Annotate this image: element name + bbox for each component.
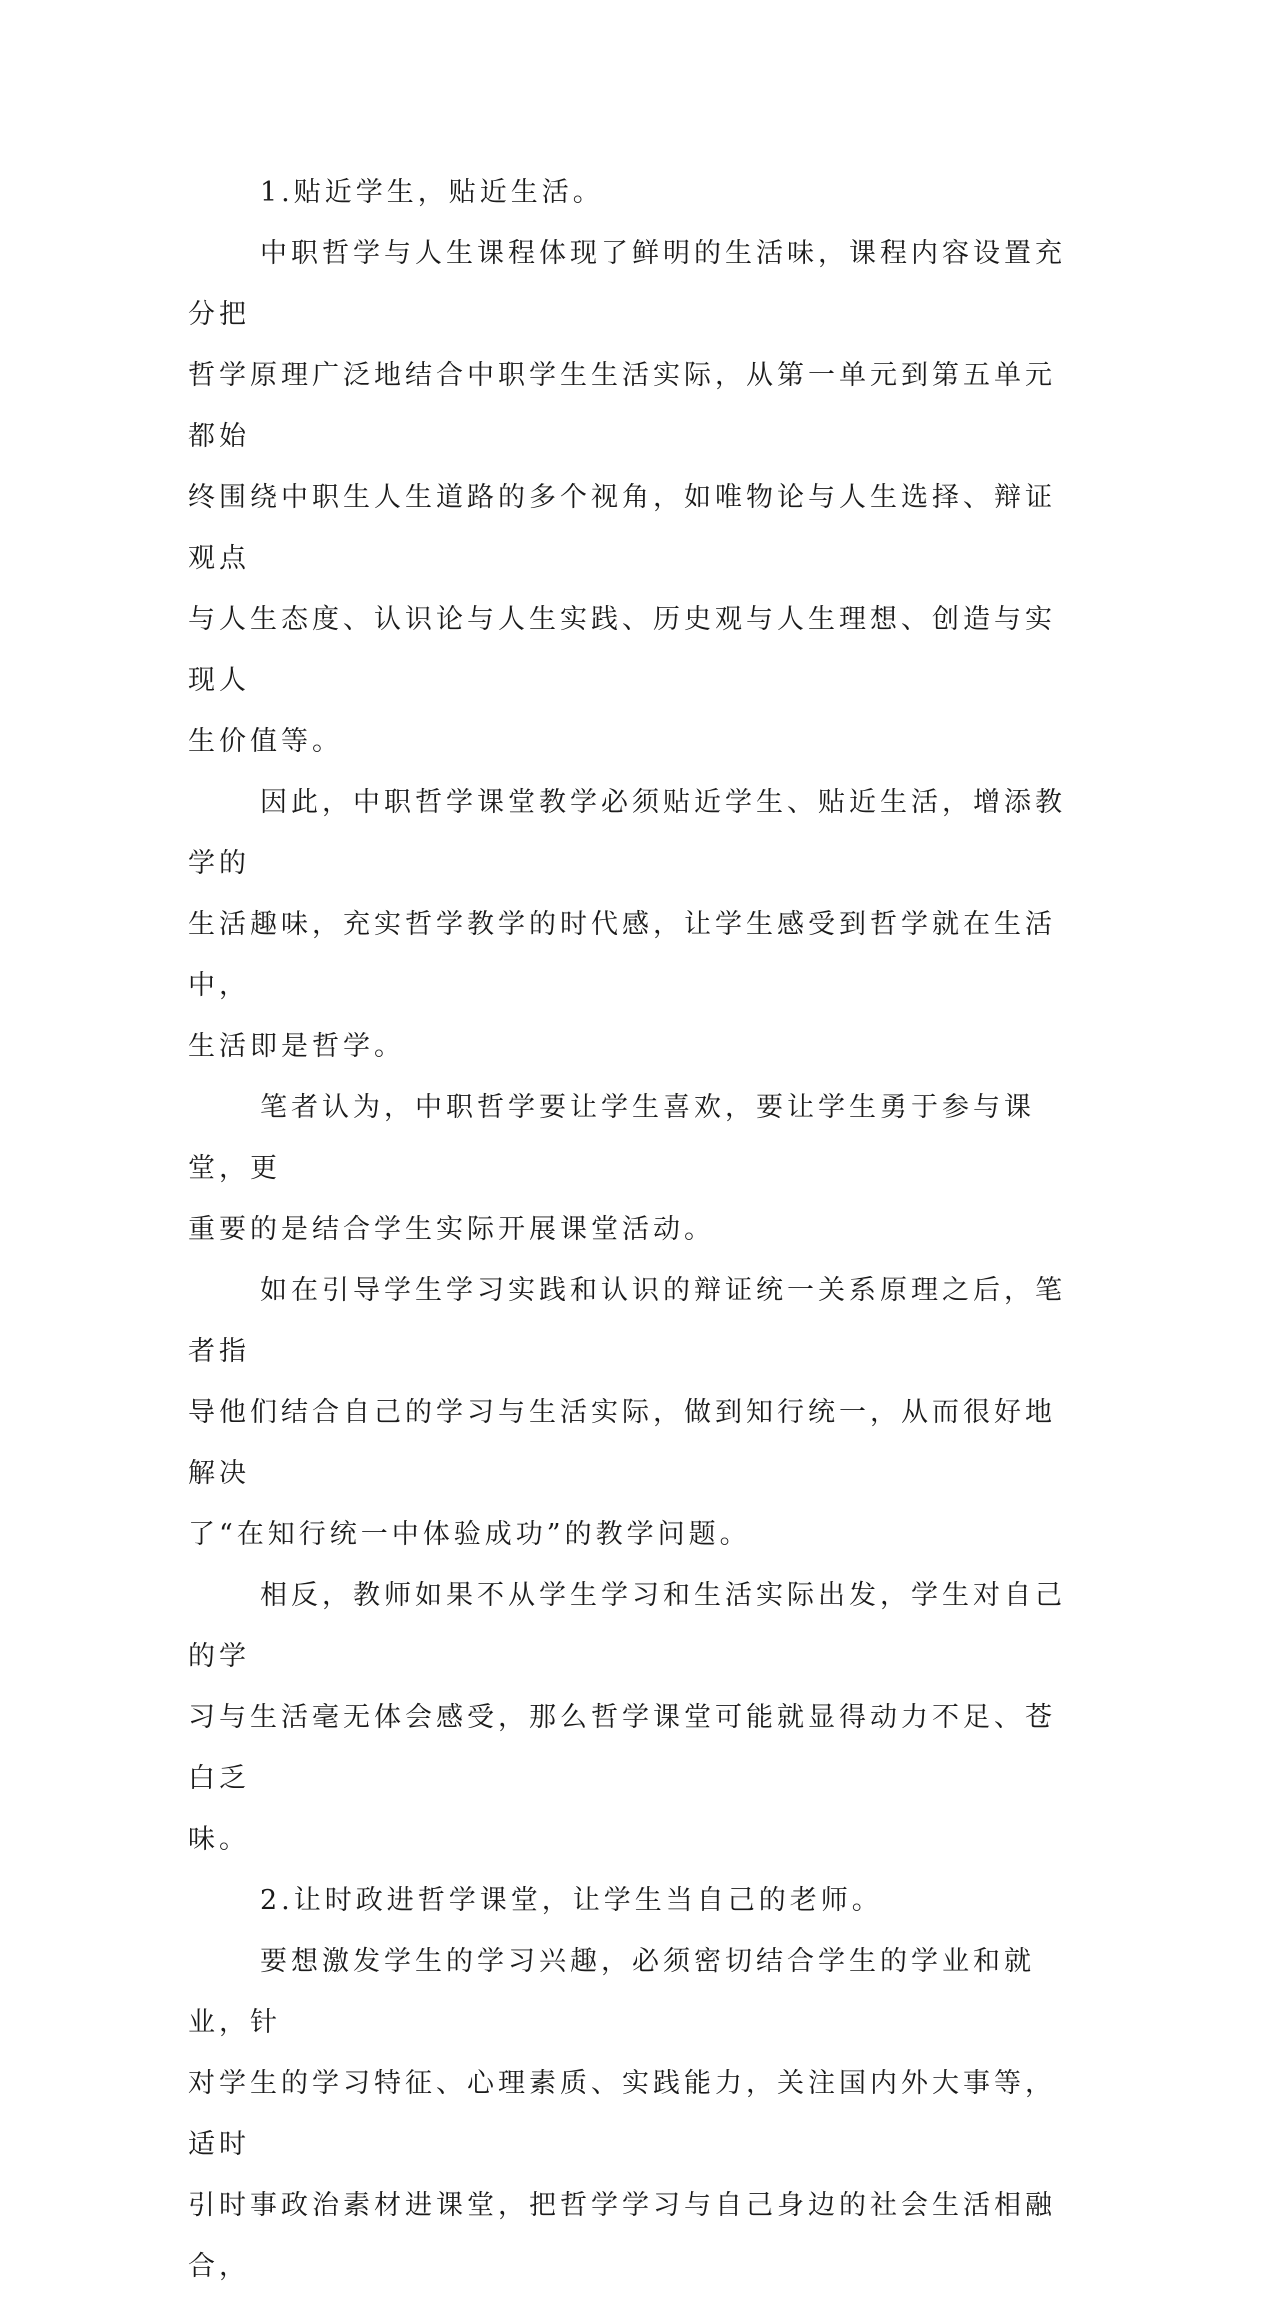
section-heading: 1.贴近学生，贴近生活。 bbox=[260, 177, 604, 208]
paragraph: 相反，教师如果不从学生学习和生活实际出发，学生对自己的学 习与生活毫无体会感受，那么哲学课堂可能就显得动力不足、苍白乏 味。 bbox=[188, 1580, 1066, 1855]
paragraph: 因此，中职哲学课堂教学必须贴近学生、贴近生活，增添教学的 生活趣味，充实哲学教学的时代感，让学生感受到哲学就在生活中， 生活即是哲学。 bbox=[188, 787, 1066, 1062]
paragraph: 笔者认为，中职哲学要让学生喜欢，要让学生勇于参与课堂，更 重要的是结合学生实际开展课堂活动。 bbox=[188, 1092, 1035, 1245]
paragraph: 中职哲学与人生课程体现了鲜明的生活味，课程内容设置充分把 哲学原理广泛地结合中职学生生活实际，从第一单元到第五单元都始 终围绕中职生人生道路的多个视角，如唯物论与人生选择、辩证观点 与人生态度、认识论与人生实践、历史观与人生理想、创造与实现人 生价值等。 bbox=[188, 238, 1066, 757]
section-heading: 2.让时政进哲学课堂，让学生当自己的老师。 bbox=[260, 1885, 883, 1916]
document-body bbox=[188, 162, 1068, 2297]
paragraph: 要想激发学生的学习兴趣，必须密切结合学生的学业和就业，针 对学生的学习特征、心理素质、实践能力，关注国内外大事等，适时 引时事政治素材进课堂，把哲学学习与自己身边的社会生活相融合， bbox=[188, 1946, 1056, 2282]
paragraph: 如在引导学生学习实践和认识的辩证统一关系原理之后，笔者指 导他们结合自己的学习与生活实际，做到知行统一，从而很好地解决 了“在知行统一中体验成功”的教学问题。 bbox=[188, 1275, 1066, 1550]
